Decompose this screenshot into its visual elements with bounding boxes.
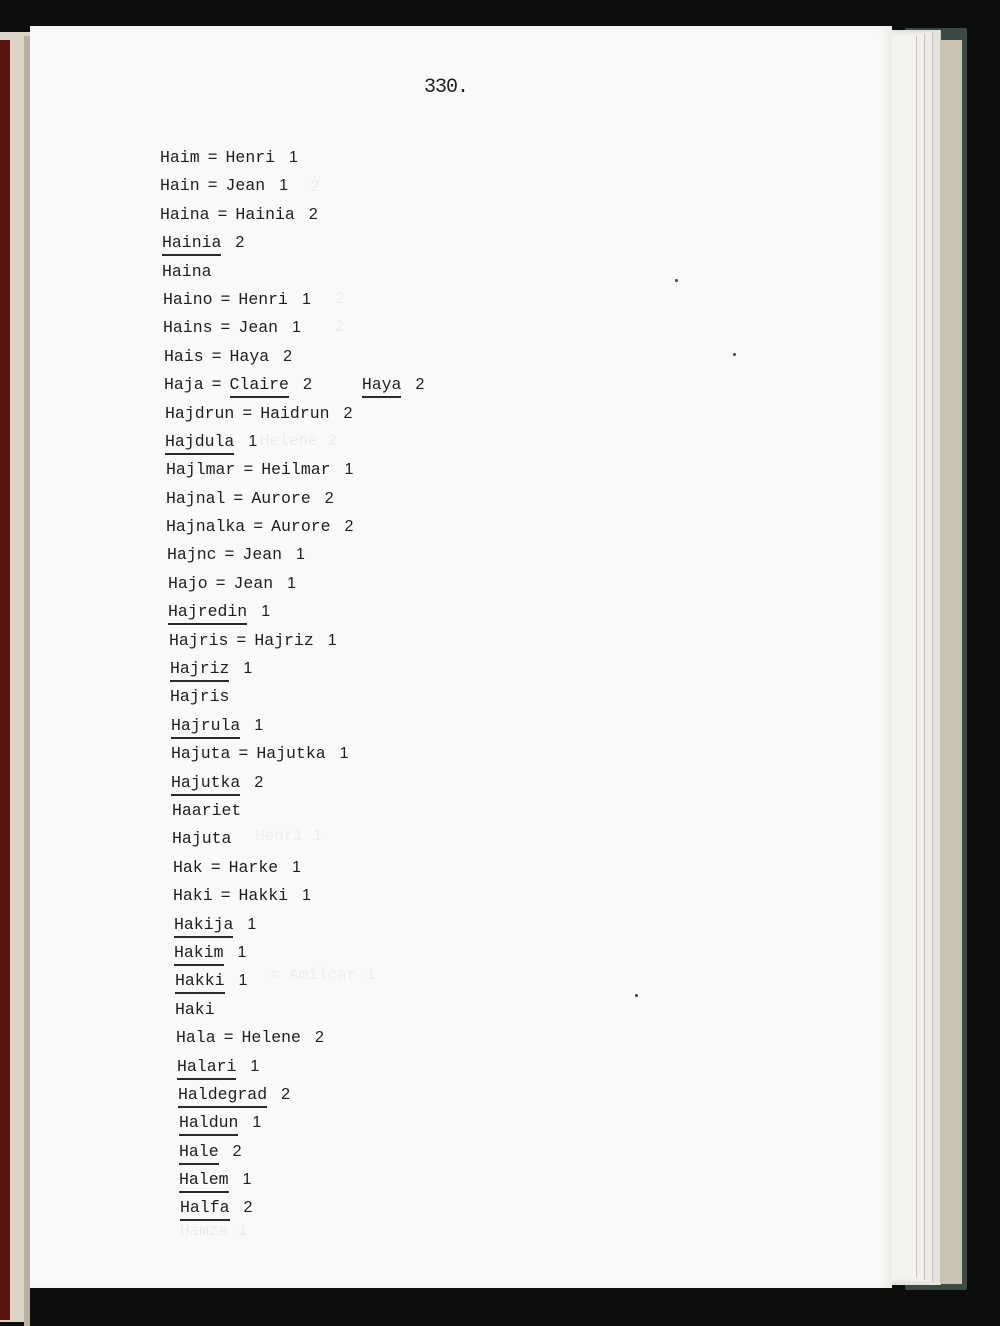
entry-name: Hajriz (170, 659, 229, 682)
entry-name: Halem (179, 1170, 229, 1193)
entry-equivalent: Hakki (238, 886, 289, 906)
entry-name: Hajredin (168, 602, 247, 625)
entry-count: 2 (324, 489, 334, 507)
equals-sign: = (243, 460, 254, 480)
entry-name: Hak (173, 857, 203, 877)
equals-sign: = (236, 630, 247, 650)
equals-sign: = (207, 176, 218, 196)
list-item (179, 1168, 424, 1196)
book-spine (0, 40, 10, 1320)
entry-name: Haina (160, 204, 210, 224)
entry-name: Haariet (172, 800, 242, 820)
entry-count: 1 (296, 546, 305, 564)
list-item (178, 1083, 424, 1111)
entry-equivalent: Jean (238, 318, 279, 338)
list-item (162, 260, 424, 288)
entry-name: Hajdrun (165, 403, 235, 423)
entry-count: 1 (287, 574, 297, 592)
list-item (165, 402, 424, 430)
list-item (164, 345, 424, 373)
entry-name: Haldun (179, 1113, 238, 1136)
entry-name: Hajutka (171, 773, 240, 796)
entry-name: Haim (160, 148, 200, 167)
equals-sign: = (211, 346, 222, 366)
entry-name: Haina (162, 261, 212, 281)
entry-equivalent: Henri (238, 289, 288, 309)
list-item (172, 799, 424, 827)
list-item (170, 657, 424, 685)
entry-count: 2 (344, 518, 354, 536)
equals-sign: = (210, 857, 221, 877)
entry-count: 1 (250, 1057, 260, 1075)
entry-count: 1 (292, 319, 301, 337)
entry-count: 1 (252, 1114, 262, 1132)
entry-name: Hais (164, 346, 204, 366)
entry-name: Hains (163, 318, 213, 338)
entry-count: 1 (339, 745, 349, 763)
entry-name: Hajo (168, 573, 208, 593)
show-through-text: 2 (335, 318, 345, 336)
entry-equivalent: Haya (229, 346, 270, 366)
equals-sign: = (242, 403, 253, 423)
entry-count: 1 (237, 943, 247, 961)
entry-name: Halari (177, 1057, 236, 1080)
entry-name: Haki (175, 999, 215, 1019)
entry-count: 2 (308, 205, 318, 223)
entry-count: 1 (254, 716, 264, 734)
equals-sign: = (220, 886, 231, 906)
equals-sign: = (253, 517, 264, 537)
entry-name: Hajrula (171, 716, 240, 739)
entry-name: Haino (163, 289, 213, 309)
entry-equivalent: Helene (241, 1028, 301, 1048)
equals-sign: = (220, 318, 231, 338)
entry-count: 1 (301, 290, 311, 308)
list-item (166, 487, 424, 515)
entry-name: Hainia (162, 233, 221, 256)
entry-name: Hajnal (166, 488, 226, 508)
list-item (162, 231, 424, 259)
entry-equivalent: Hainia (235, 204, 295, 224)
list-item (169, 629, 424, 657)
equals-sign: = (207, 148, 218, 167)
entry-equivalent: Aurore (251, 488, 311, 508)
entry-name: Hain (160, 176, 200, 196)
entry-list (160, 146, 424, 1225)
entry-equivalent: Jean (225, 176, 266, 196)
list-item (164, 373, 424, 401)
entry-count: 2 (232, 1142, 242, 1160)
list-item (171, 771, 424, 799)
entry-name: Hajnalka (166, 517, 246, 537)
entry-equivalent: Henri (225, 148, 276, 167)
entry-equivalent: Heilmar (261, 460, 331, 480)
entry-count: 1 (302, 887, 311, 905)
ink-speck (733, 353, 736, 356)
entry-count: 2 (343, 404, 353, 422)
list-item (160, 174, 424, 202)
entry-count: 2 (243, 1199, 253, 1217)
entry-name: Hala (176, 1028, 216, 1048)
show-through-text: 2 (335, 290, 345, 308)
entry-count: 1 (261, 603, 271, 621)
entry-name: Hajuta (172, 829, 232, 849)
show-through-text: = Amilcar 1 (270, 966, 376, 984)
entry-count: 2 (235, 234, 245, 252)
list-item (175, 998, 424, 1026)
entry-count: 2 (254, 773, 264, 791)
page-number: 330. (424, 76, 469, 99)
list-item (166, 515, 424, 543)
entry-equivalent: Jean (242, 545, 283, 565)
entry-count: 1 (247, 915, 257, 933)
entry-count: 1 (243, 660, 253, 678)
entry-equivalent: Claire (230, 375, 289, 398)
list-item (163, 316, 424, 344)
entry-equivalent: Aurore (271, 517, 331, 537)
equals-sign: = (220, 289, 231, 309)
entry-count: 1 (292, 858, 302, 876)
entry-count: 1 (344, 461, 354, 479)
list-item (168, 572, 424, 600)
entry-equivalent: Haidrun (260, 403, 330, 423)
entry-name: Haki (173, 886, 213, 906)
show-through-text: Henri 1 (255, 827, 323, 845)
show-through-text: Helene 2 (260, 432, 337, 450)
entry-name: Haldegrad (178, 1085, 267, 1108)
list-item (174, 913, 424, 941)
show-through-text: Hamza 1 (180, 1222, 248, 1240)
list-item (171, 742, 424, 770)
entry-count: 1 (327, 631, 337, 649)
list-item (180, 1196, 424, 1224)
entry-name: Hakim (174, 943, 224, 966)
equals-sign: = (211, 375, 222, 395)
entry-name: Hale (179, 1142, 219, 1165)
equals-sign: = (238, 744, 249, 764)
entry-count: 2 (281, 1085, 291, 1103)
entry-count: 2 (283, 347, 293, 365)
ink-speck (635, 994, 638, 997)
list-item (166, 458, 424, 486)
entry-equivalent: Hajutka (256, 744, 326, 764)
entry-name: Hajris (169, 630, 229, 650)
list-item (167, 543, 424, 571)
entry-count: 1 (279, 177, 289, 195)
show-through-text: 2 (310, 178, 320, 196)
equals-sign: = (217, 204, 228, 224)
entry-extra-name: Haya (362, 375, 402, 398)
entry-equivalent: Harke (228, 857, 279, 877)
list-item (176, 1026, 424, 1054)
equals-sign: = (224, 545, 235, 565)
entry-extra-count: 2 (415, 376, 425, 394)
list-item (179, 1111, 424, 1139)
entry-name: Hakija (174, 915, 233, 938)
list-item (163, 288, 424, 316)
entry-name: Hakki (175, 971, 225, 994)
entry-count: 2 (302, 376, 312, 394)
list-item (171, 714, 424, 742)
list-item (160, 146, 424, 174)
entry-name: Hajris (170, 687, 230, 707)
list-item (173, 856, 424, 884)
equals-sign: = (215, 573, 226, 593)
entry-count: 1 (238, 972, 248, 990)
list-item (160, 203, 424, 231)
entry-count: 2 (314, 1029, 324, 1047)
equals-sign: = (223, 1028, 234, 1048)
entry-equivalent: Hajriz (254, 630, 314, 650)
equals-sign: = (233, 488, 244, 508)
entry-count: 1 (242, 1171, 252, 1189)
list-item (177, 1055, 424, 1083)
list-item (179, 1140, 424, 1168)
entry-name: Hajdula (165, 432, 234, 455)
entry-name: Hajuta (171, 744, 231, 764)
entry-count: 1 (248, 432, 258, 450)
list-item (170, 685, 424, 713)
list-item (173, 884, 424, 912)
entry-name: Halfa (180, 1198, 230, 1221)
entry-name: Hajlmar (166, 460, 236, 480)
ink-speck (675, 279, 678, 282)
entry-name: Haja (164, 375, 204, 395)
entry-name: Hajnc (167, 545, 217, 565)
list-item (168, 600, 424, 628)
entry-count: 1 (289, 149, 298, 166)
entry-equivalent: Jean (233, 573, 274, 593)
